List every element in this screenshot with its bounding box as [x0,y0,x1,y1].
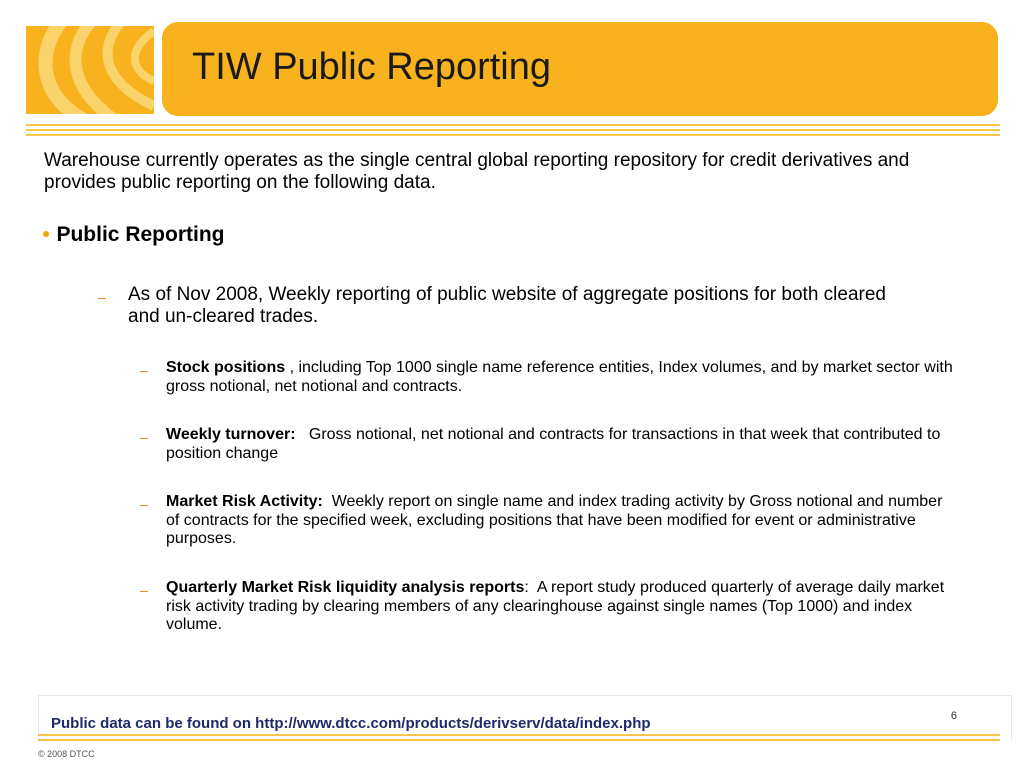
orange-dot-icon: ● [42,225,51,241]
copyright: © 2008 DTCC [38,749,95,759]
list-item-text: As of Nov 2008, Weekly reporting of public website of aggregate positions for both cleared and un-cleared trades. [128,284,886,327]
orange-dash-icon: – [140,582,148,598]
subitem-label: Weekly turnover: [166,426,296,443]
page-number: 6 [950,710,957,722]
subitem-label: Quarterly Market Risk liquidity analysis reports [166,579,525,596]
subitem-label: Market Risk Activity: [166,493,323,510]
page-title: TIW Public Reporting [192,46,552,88]
subitem-text: , including Top 1000 single name reference entities, Index volumes, and by market sector with gross notional, net notional and contracts. [166,359,953,395]
section-heading [42,223,224,247]
list-item [140,359,960,396]
subitem-text: Weekly report on single name and index trading activity by Gross notional and number of contracts for the specified week, excluding positions that have been modified for event or administrative purposes. [166,493,947,547]
list-item [98,284,918,328]
title-bar [162,22,998,116]
footer-divider [38,734,1000,744]
list-item [140,426,960,463]
orange-dash-icon: – [140,362,148,378]
logo [26,26,154,114]
subitem-text: : A report study produced quarterly of average daily market risk activity trading by clearing members of any clearinghouse against single names (Top 1000) and index volume. [166,579,949,633]
section-heading-label: Public Reporting [56,223,225,246]
orange-dash-icon: – [98,289,106,305]
subitem-text: Gross notional, net notional and contracts for transactions in that week that contributed to position change [166,426,945,462]
header-divider [26,124,1000,139]
orange-dash-icon: – [140,429,148,445]
dtcc-swirl-logo-icon [26,26,154,114]
orange-dash-icon: – [140,496,148,512]
intro-paragraph: Warehouse currently operates as the single central global reporting repository for credit derivatives and provides public reporting on the following data. [44,150,910,193]
footer-note: Public data can be found on http://www.dtcc.com/products/derivserv/data/index.php [51,715,651,732]
list-item [140,579,960,635]
list-item [140,493,960,549]
subitem-label: Stock positions [166,359,286,376]
